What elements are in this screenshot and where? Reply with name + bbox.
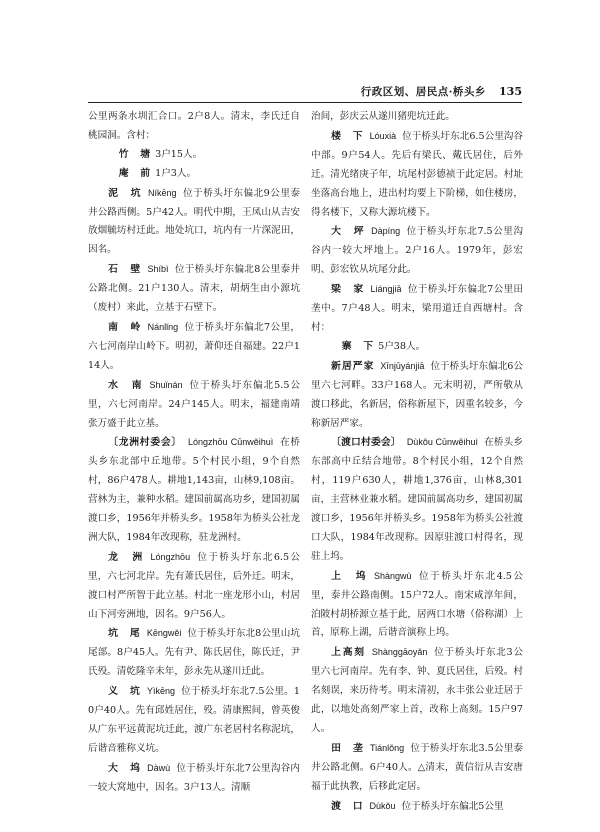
gazetteer-entry [311, 797, 523, 817]
gazetteer-entry [311, 338, 523, 357]
entry-pinyin: Shàngwù [374, 570, 412, 581]
entry-pinyin: Nánlǐng [147, 321, 179, 332]
gazetteer-entry [88, 376, 300, 434]
entry-term: 龙 洲 [108, 551, 145, 563]
entry-text: 位于桥头圩东北3公里六七河南岸。先有李、钟、夏氏居住，后殁。村名刻误，来历待考。明末清初，永丰张公业迁居于此，以地处高刻严家上首，改称上高刻。15户97人。 [311, 647, 524, 734]
gazetteer-entry [88, 624, 300, 682]
gazetteer-entry [88, 759, 300, 798]
entry-term: 义 坑 [108, 686, 141, 698]
entry-term: 泥 坑 [108, 187, 143, 199]
entry-text: 位于桥头圩东偏北8公里泰井公路北侧。21户130人。清末，胡炳生由小源坑（废村）来此，立基于石壁下。 [88, 264, 301, 314]
entry-text: 位于桥头圩东北8公里山坑尾部。8户45人。先有尹、陈氏居住，陈氏迁，尹氏殁。清乾隆辛未年，彭永先从遂川迁此。 [88, 628, 301, 678]
gazetteer-entry [311, 357, 523, 434]
entry-term: 大 坪 [331, 226, 366, 238]
entry-text: 位于桥头圩东偏北6公里六七河畔。33户168人。元末明初，严所敬从渡口移此，名新居，俗称新屋下，因重名较多，今称新居严家。 [311, 360, 524, 429]
entry-term: 水 南 [108, 379, 144, 391]
entry-text: 位于桥头圩东偏北7公里田垄中。7户48人。明末，梁用道迁自西塘村。含村： [311, 284, 524, 333]
entry-term: 上高刻 [331, 647, 366, 659]
gazetteer-entry [311, 127, 523, 223]
entry-pinyin: Liángjiā [370, 284, 402, 295]
entry-term: 庵 前 [118, 167, 152, 179]
continued-paragraph [311, 108, 523, 127]
entry-term: 大 坞 [108, 762, 142, 774]
entry-term: 田 垄 [331, 742, 364, 754]
entry-text: 位于桥头圩东偏北9公里泰井公路西侧。5户42人。明代中期，王凤山从吉安放烟毓坊村迁此。地处坑口，坑内有一片深泥田，因名。 [88, 187, 301, 256]
entry-text: 在桥头乡东部高中丘结合地带。8个村民小组，12个自然村，119户630人，耕地1,376亩，山林8,301亩，主营林业兼水稻。建国前属高功乡，建国初属渡口乡，1956年并桥头乡。1958年为桥头公社渡口大队，1984年改现称。因原驻渡口村得名，现驻上坞。 [311, 437, 524, 562]
gazetteer-entry [88, 433, 300, 547]
entry-text: 位于桥头圩东北7.5公里沟谷内一较大坪地上。2户16人。1979年，彭宏明、彭宏钦从坑尾分此。 [311, 226, 523, 276]
page-number: 135 [499, 85, 522, 98]
entry-pinyin: Kēngwěi [146, 628, 182, 639]
entry-term: 楼 下 [331, 130, 364, 142]
entry-term: 寨 下 [341, 340, 375, 352]
entry-term: 〔渡口村委会〕 [331, 437, 401, 449]
entry-term: 〔龙洲村委会〕 [108, 437, 182, 449]
entry-term: 坑 尾 [108, 628, 141, 640]
gazetteer-entry [88, 260, 300, 318]
entry-text: 位于桥头圩东偏北7公里，六七河南岸山岭下。明初，萧仰还自福建。22户114人。 [88, 321, 301, 371]
entry-text: 位于桥头圩东北7.5公里。10户40人。先有邱姓居住，殁。清康熙间，曾英俊从广东平远黄泥坑迁此，渡广东老居村名称泥坑，后谐音雅称义坑。 [88, 686, 300, 754]
entry-term: 南 岭 [108, 321, 142, 333]
entry-text: 治间，彭庆云从遂川猪兜坑迁此。 [311, 111, 455, 122]
gazetteer-entry [88, 184, 300, 261]
entry-pinyin: Yìkēng [146, 686, 175, 697]
entry-pinyin: Tiánlǒng [370, 742, 405, 753]
gazetteer-entry [88, 146, 300, 165]
page-header [88, 80, 522, 103]
gazetteer-entry [311, 280, 523, 338]
entry-text: 5户38人。 [378, 340, 426, 352]
entry-term: 渡 口 [331, 800, 364, 812]
entry-pinyin: Shuǐnán [149, 379, 183, 390]
entry-term: 新居严家 [331, 360, 375, 372]
gazetteer-entry [311, 433, 523, 566]
entry-text: 公里两条水圳汇合口。2户8人。清末，李氏迁自桃园洞。含村： [88, 111, 300, 141]
entry-pinyin: Dùkǒu [369, 800, 396, 811]
entry-term: 梁 家 [331, 284, 365, 296]
entry-text: 3户15人。 [155, 148, 203, 160]
entry-term: 上 坞 [331, 570, 369, 582]
entry-pinyin: Dùkǒu Cūnwěihuì [406, 437, 479, 448]
left-column [88, 108, 300, 798]
gazetteer-entry [311, 643, 523, 739]
gazetteer-entry [311, 739, 523, 797]
gazetteer-entry [311, 222, 523, 280]
entry-pinyin: Lóuxià [369, 130, 397, 141]
entry-text: 位于桥头圩东偏北5.5公里，六七河南岸。24户145人。明末，福建南靖张万盛于此立基。 [88, 379, 301, 429]
entry-text: 位于桥头圩东偏北5公里 [401, 800, 504, 812]
gazetteer-entry [311, 567, 523, 644]
entry-text: 位于桥头圩东北6.5公里，六七河北岸。先有萧氏居住，后外迁。明末，渡口村严所智于此立基。村北一座龙形小山，村居山下河旁洲地，因名。9户56人。 [88, 551, 301, 620]
entry-pinyin: Dàpíng [371, 226, 401, 237]
entry-pinyin: Xīnjūyánjiā [380, 360, 425, 371]
gazetteer-entry [88, 318, 300, 376]
entry-pinyin: Lóngzhōu Cūnwěihuì [187, 437, 274, 448]
entry-text: 位于桥头圩东北7公里沟谷内一较大窝地中，因名。3户13人。清顺 [88, 762, 301, 793]
entry-text: 在桥头乡东北部中丘地带。5个村民小组，9个自然村，86户478人。耕地1,143亩，山林9,108亩。营林为主，兼种水稻。建国前属高功乡，建国初属渡口乡，1956年并桥头乡。1958年为桥头公社龙洲大队，1984年改现称，驻龙洲村。 [88, 437, 300, 543]
entry-pinyin: Níkēng [148, 187, 177, 198]
entry-pinyin: Shíbì [147, 264, 169, 275]
entry-text: 位于桥头圩东北4.5公里，泰井公路南侧。15户72人。南宋咸淳年间，泊陂村胡桥源立基于此，居两口水塘（俗称湖）上首，原称上湖，后谐音演称上坞。 [311, 570, 523, 639]
entry-pinyin: Shànggāoyǎn [371, 647, 428, 658]
continued-paragraph [88, 108, 300, 146]
entry-text: 1户3人。 [155, 167, 197, 179]
entry-text: 位于桥头圩东北6.5公里沟谷中部。9户54人。先后有梁氏、戴氏居住，后外迁。清光绪庚子年，坑尾村彭德祯于此定居。村址坐落高台地上，进出村均要上下阶梯，如住楼房，得名楼下，又称大源坑楼下。 [311, 130, 523, 218]
entry-text: 位于桥头圩东北3.5公里泰井公路北侧。6户40人。△清末，黄信衍从吉安唐福于此执教，后移此定居。 [311, 742, 524, 792]
gazetteer-entry [88, 548, 300, 625]
entry-pinyin: Lóngzhōu [150, 551, 191, 562]
gazetteer-entry [88, 165, 300, 184]
entry-pinyin: Dàwù [147, 762, 171, 773]
right-column [311, 108, 523, 817]
entry-term: 竹 塘 [118, 148, 152, 160]
gazetteer-entry [88, 682, 300, 759]
running-header-title: 行政区划、居民点·桥头乡 [360, 86, 486, 98]
entry-term: 石 壁 [108, 264, 142, 276]
